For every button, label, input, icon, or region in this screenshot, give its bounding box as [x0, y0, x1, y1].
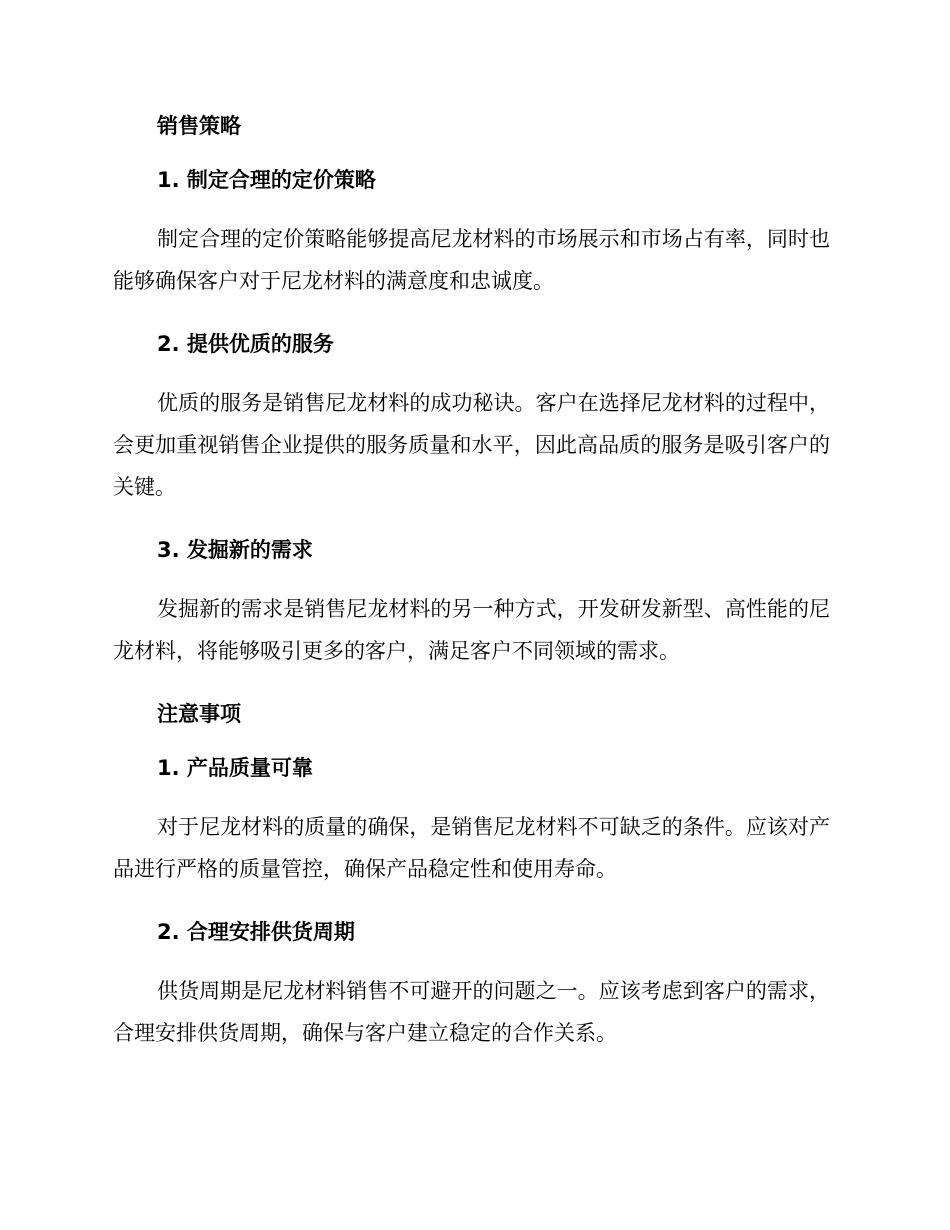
item-body-pricing: 制定合理的定价策略能够提高尼龙材料的市场展示和市场占有率，同时也能够确保客户对于尼龙材料的满意度和忠诚度。 [113, 227, 830, 293]
item-body-service: 优质的服务是销售尼龙材料的成功秘诀。客户在选择尼龙材料的过程中，会更加重视销售企业提供的服务质量和水平，因此高品质的服务是吸引客户的关键。 [113, 391, 830, 499]
section-title-notes: 注意事项 [157, 702, 241, 726]
document-page [113, 110, 830, 1054]
item-body-quality: 对于尼龙材料的质量的确保，是销售尼龙材料不可缺乏的条件。应该对产品进行严格的质量管控，确保产品稳定性和使用寿命。 [113, 815, 830, 881]
item-heading-pricing: 1. 制定合理的定价策略 [157, 168, 376, 192]
item-heading-quality: 1. 产品质量可靠 [157, 756, 313, 780]
item-heading-service: 2. 提供优质的服务 [157, 332, 334, 356]
item-heading-supply-cycle: 2. 合理安排供货周期 [157, 920, 355, 944]
item-body-supply-cycle: 供货周期是尼龙材料销售不可避开的问题之一。应该考虑到客户的需求，合理安排供货周期，确保与客户建立稳定的合作关系。 [113, 979, 830, 1045]
item-heading-new-demand: 3. 发掘新的需求 [157, 538, 313, 562]
section-title-sales-strategy: 销售策略 [157, 114, 241, 138]
item-body-new-demand: 发掘新的需求是销售尼龙材料的另一种方式，开发研发新型、高性能的尼龙材料，将能够吸引更多的客户，满足客户不同领域的需求。 [113, 597, 830, 663]
